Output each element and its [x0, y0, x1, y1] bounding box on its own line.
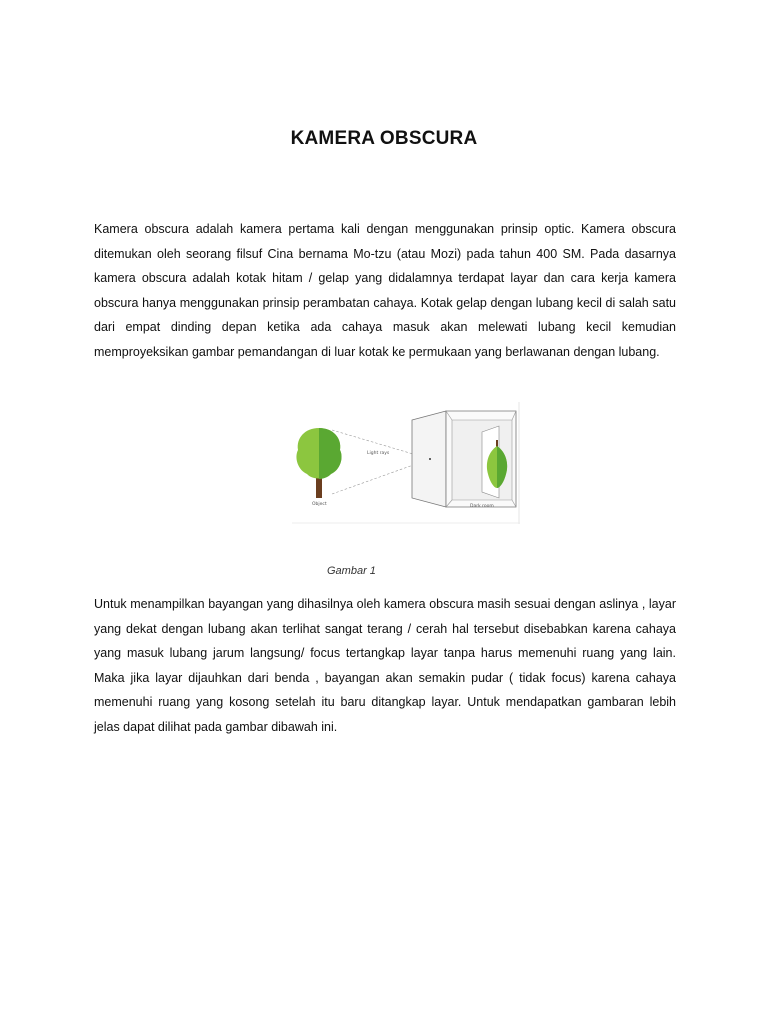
page-title: KAMERA OBSCURA [290, 128, 478, 149]
tree-object-icon [296, 428, 341, 498]
explanation-paragraph: Untuk menampilkan bayangan yang dihasilnya oleh kamera obscura masih sesuai dengan aslinya , layar yang dekat dengan lubang akan terlihat sangat terang / cerah hal tersebut disebabkan karena cahaya yang masuk lubang jarum langsung/ focus tertangkap layar tanpa harus memenuhi ruang yang lain. Maka jika layar dijauhkan dari benda , bayangan akan semakin pudar ( tidak focus) karena cahaya memenuhi ruang yang kosong setelah itu baru ditangkap layar. Untuk mendapatkan gambaran lebih jelas dapat dilihat pada gambar dibawah ini. [94, 597, 676, 734]
camera-obscura-diagram [292, 402, 520, 524]
object-label: Object [312, 502, 327, 507]
camera-obscura-figure [292, 402, 520, 524]
dark-room-label: Dark room [470, 504, 494, 509]
light-rays-label: Light rays [367, 451, 390, 456]
intro-paragraph: Kamera obscura adalah kamera pertama kali dengan menggunakan prinsip optic. Kamera obscura ditemukan oleh seorang filsuf Cina bernama Mo-tzu (atau Mozi) pada tahun 400 SM. Pada dasarnya kamera obscura adalah kotak hitam / gelap yang didalamnya terdapat layar dan cara kerja kamera obscura hanya menggunakan prinsip perambatan cahaya. Kotak gelap dengan lubang kecil di salah satu dari empat dinding depan ketika ada cahaya masuk akan melewati lubang kecil kemudian memproyeksikan gambar pemandangan di luar kotak ke permukaan yang berlawanan dengan lubang. [94, 222, 676, 359]
figure-caption: Gambar 1 [327, 565, 376, 577]
